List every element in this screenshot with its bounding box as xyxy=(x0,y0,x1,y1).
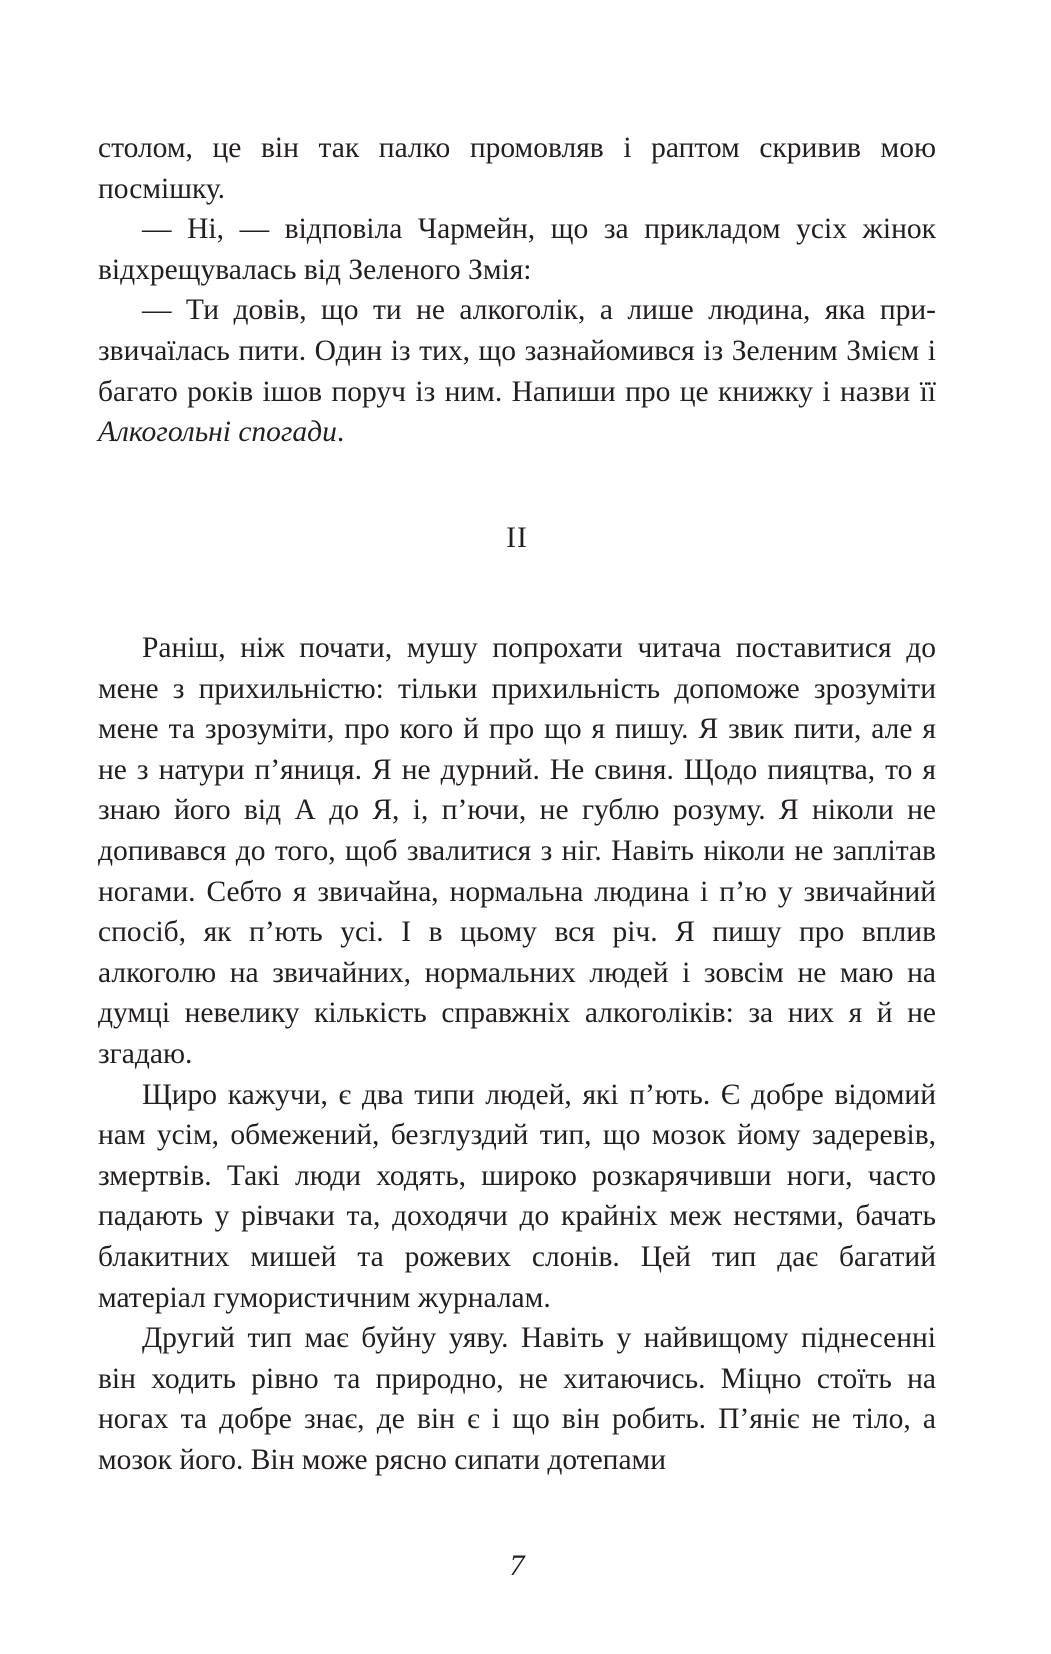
paragraph-continuation: столом, це він так палко промовляв і раптом скривив мою посмішку. xyxy=(98,132,936,205)
top-text-block xyxy=(98,128,936,453)
page-number: 7 xyxy=(509,1549,525,1582)
paragraph-intro: Раніш, ніж почати, мушу попрохати читача поставитися до мене з прихильністю: тільки прихильність допоможе зрозуміти мене та зрозуміти, про кого й про що я пишу. Я звик пити, але я не з натури п’яниця. Я не дурний. Не свиня. Щодо пияцтва, то я знаю його від А до Я, і, п’ючи, не гублю розуму. Я ніколи не допивався до того, щоб звалитися з ніг. Навіть ніколи не заплітав ногами. Себто я звичайна, нормальна людина і п’ю у звичайний спосіб, як п’ють усі. І в цьому вся річ. Я пишу про вплив алкоголю на звичайних, нормальних людей і зовсім не маю на думці невелику кількість справжніх алкоголіків: за них я й не згадаю. xyxy=(98,632,936,1070)
dialogue-text: — Ти довів, що ти не алкоголік, а лише людина, яка призвичаїлась пити. Один із тих, що зазнайомився із Зеленим Змієм і багато років ішов поруч із ним. Напиши про це книжку і назви її xyxy=(98,294,936,408)
paragraph-dialogue-book-suggestion xyxy=(98,290,936,452)
paragraph-dialogue-charmaine: — Ні, — відповіла Чармейн, що за прикладом усіх жінок відхрещувалась від Зеленого Змія: xyxy=(98,213,936,286)
paragraph-second-type: Другий тип має буйну уяву. Навіть у найвищому піднесенні він ходить рівно та природно, не хитаючись. Міцно стоїть на ногах та добре знає, де він є і що він робить. П’яніє не тіло, а мозок його. Він може рясно сипати дотепами xyxy=(98,1322,936,1476)
chapter-text-block xyxy=(98,628,936,1480)
paragraph-first-type: Щиро кажучи, є два типи людей, які п’ють. Є добре відомий нам усім, обмежений, безглуздий тип, що мозок йому задеревів, змертвів. Такі люди ходять, широко розкарячивши ноги, часто падають у рівчаки та, доходячи до крайніх меж нестями, бачать блакитних мишей та рожевих слонів. Цей тип дає багатий матеріал гумористичним журналам. xyxy=(98,1078,936,1314)
dialogue-end: . xyxy=(336,416,345,449)
book-title-italic: Алкогольні спогади xyxy=(98,416,337,449)
chapter-heading: II xyxy=(506,522,528,554)
